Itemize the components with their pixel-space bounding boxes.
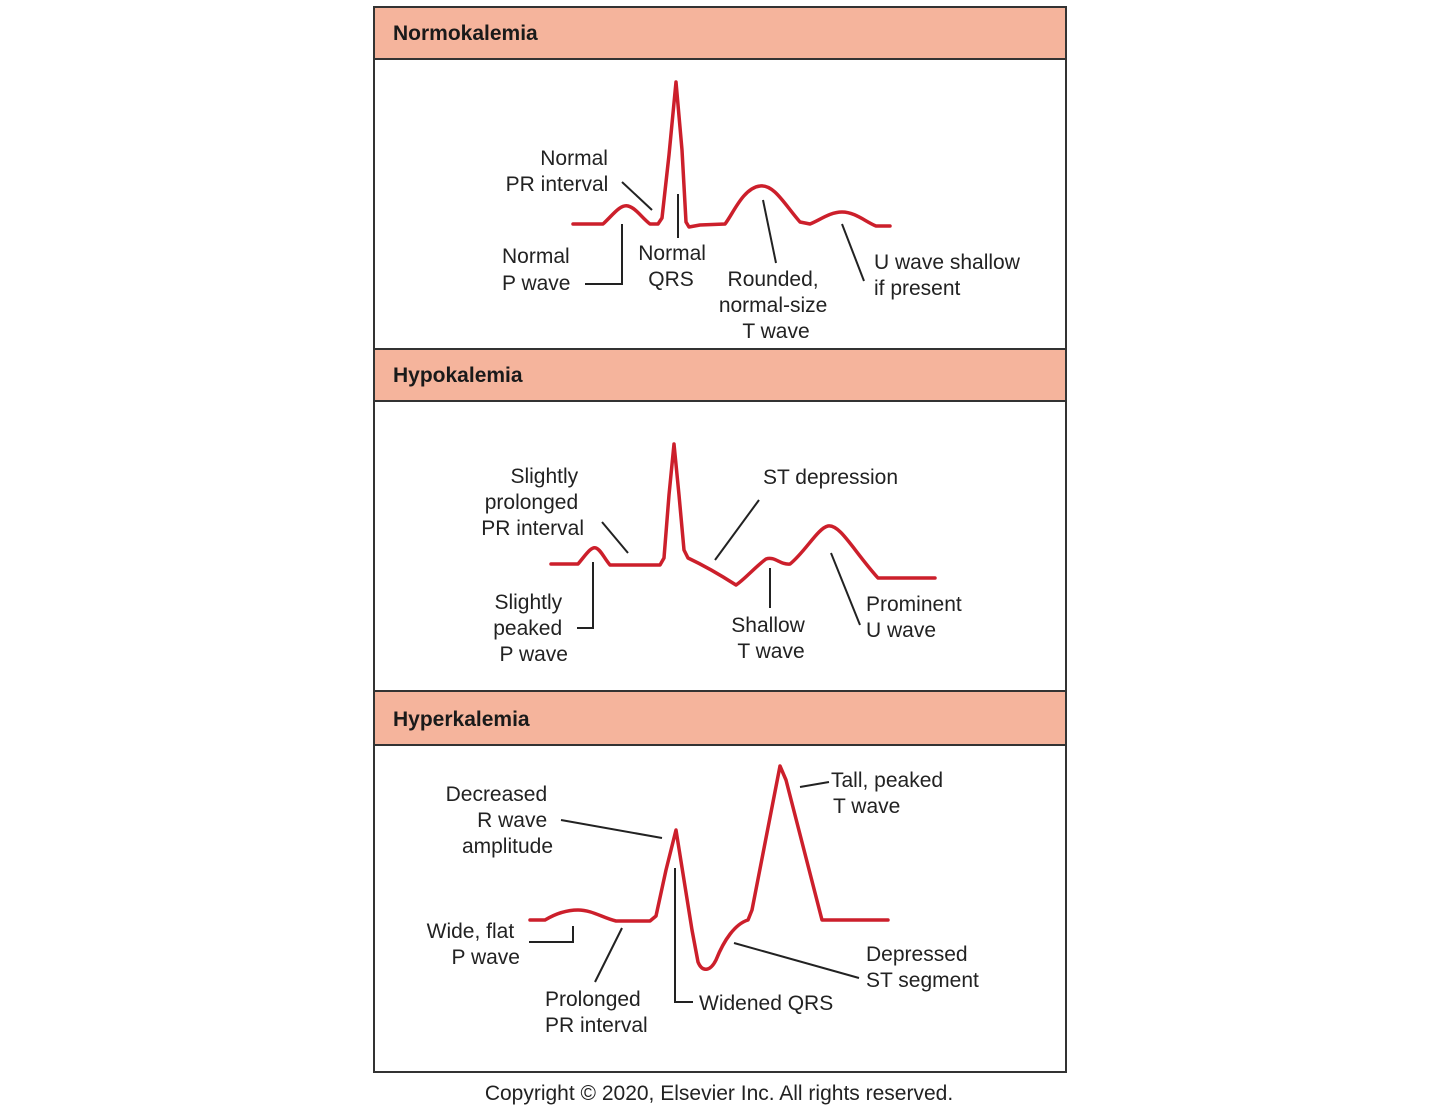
panel-hypokalemia bbox=[374, 349, 1066, 691]
label-p-wave: Wide, flat P wave bbox=[426, 920, 520, 969]
label-t-wave: Tall, peaked T wave bbox=[831, 769, 944, 818]
label-p-wave: Normal P wave bbox=[502, 245, 571, 295]
label-qrs: Normal QRS bbox=[638, 242, 706, 291]
label-pr-interval: Prolonged PR interval bbox=[545, 988, 648, 1037]
label-p-wave: Slightly peaked P wave bbox=[493, 591, 568, 666]
label-pr-interval: Slightly prolonged PR interval bbox=[481, 465, 584, 540]
panel-title: Normokalemia bbox=[393, 22, 538, 45]
label-r-wave: Decreased R wave amplitude bbox=[445, 783, 553, 858]
label-u-wave: U wave shallow if present bbox=[874, 251, 1020, 300]
panel-title: Hypokalemia bbox=[393, 364, 523, 387]
panel-hyperkalemia bbox=[374, 691, 1066, 1072]
copyright-notice: Copyright © 2020, Elsevier Inc. All rights reserved. bbox=[484, 1082, 954, 1105]
panel-title: Hyperkalemia bbox=[393, 708, 530, 731]
label-t-wave: Shallow T wave bbox=[731, 614, 805, 663]
label-st: Depressed ST segment bbox=[866, 943, 979, 992]
label-st: ST depression bbox=[763, 466, 899, 489]
panel-normokalemia bbox=[374, 7, 1066, 349]
label-qrs: Widened QRS bbox=[699, 992, 834, 1015]
label-u-wave: Prominent U wave bbox=[866, 593, 962, 642]
label-pr-interval: Normal PR interval bbox=[505, 147, 609, 196]
label-t-wave: Rounded, normal-size T wave bbox=[718, 268, 828, 343]
